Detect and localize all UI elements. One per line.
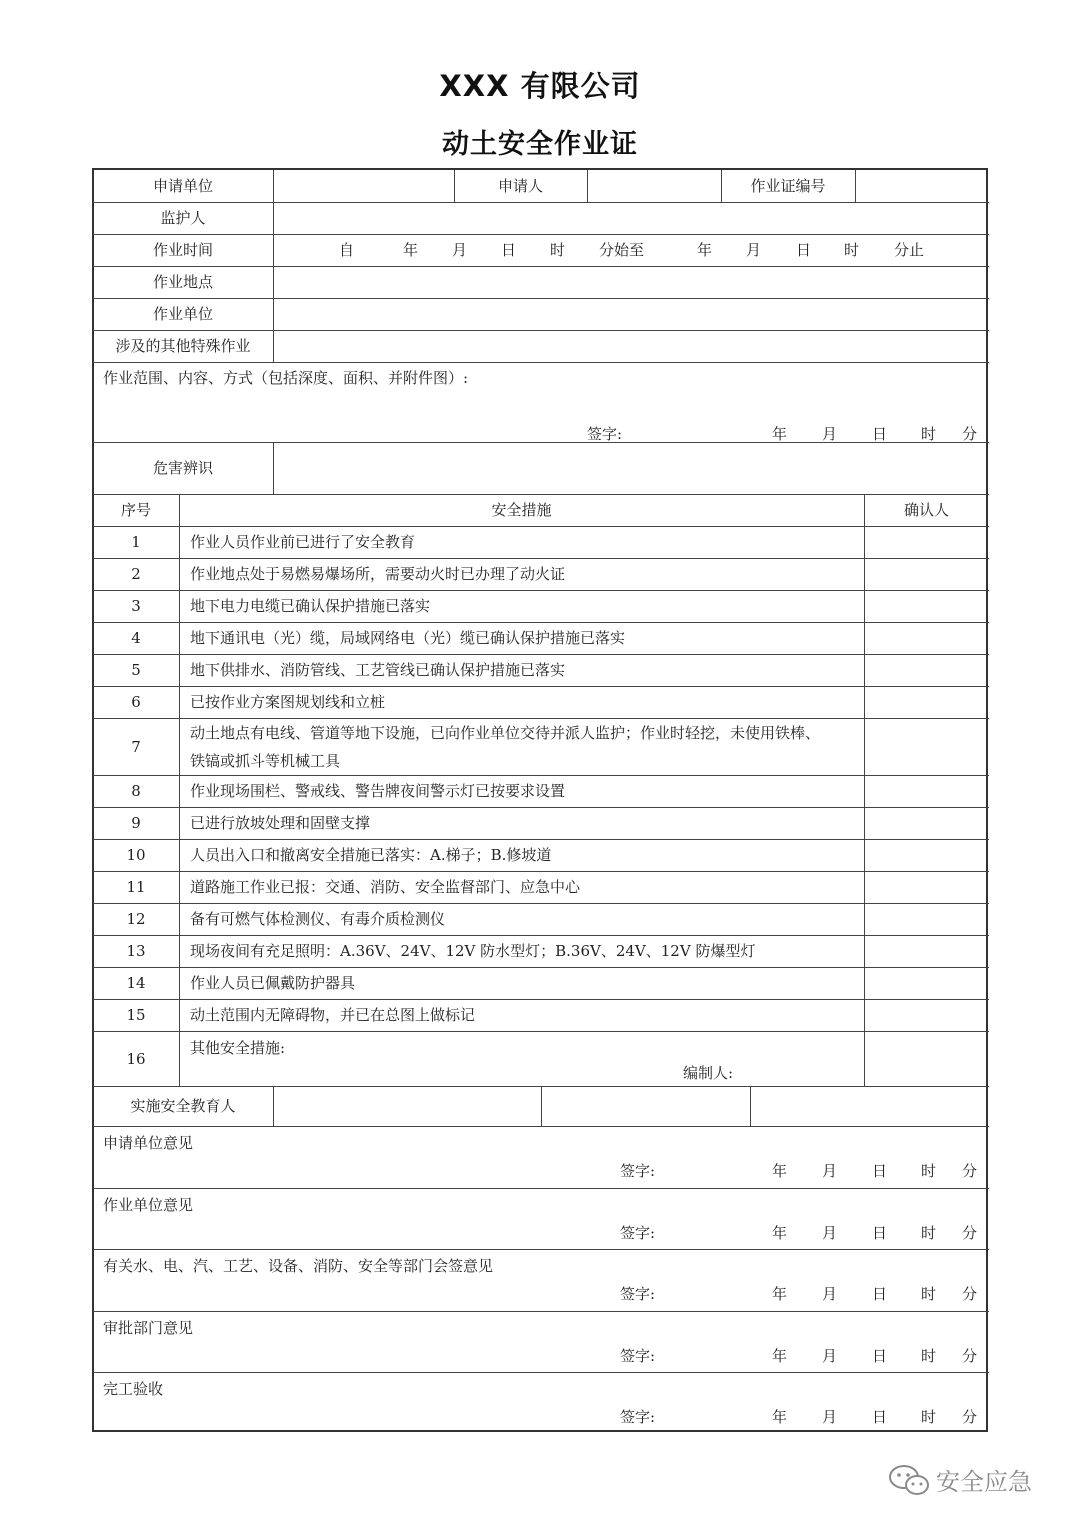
opinion-4-sign-label: 签字: bbox=[620, 1347, 656, 1365]
measure-row-text: 作业现场围栏、警戒线、警告牌夜间警示灯已按要求设置 bbox=[190, 782, 566, 800]
opinion-3-minute: 分 bbox=[962, 1285, 978, 1303]
label-scope: 作业范围、内容、方式（包括深度、面积、并附件图）: bbox=[103, 369, 469, 387]
watermark bbox=[888, 1462, 1058, 1496]
opinion-2-hour: 时 bbox=[921, 1224, 937, 1242]
work-time-part: 日 bbox=[501, 241, 517, 259]
opinion-1-hour: 时 bbox=[921, 1162, 937, 1180]
table-row-divider bbox=[93, 807, 989, 808]
measure-row-text: 地下通讯电（光）缆，局域网络电（光）缆已确认保护措施已落实 bbox=[190, 629, 626, 647]
measure-row-text: 道路施工作业已报：交通、消防、安全监督部门、应急中心 bbox=[190, 878, 581, 896]
opinion-5-day: 日 bbox=[872, 1408, 888, 1426]
opinion-3-sign-label: 签字: bbox=[620, 1285, 656, 1303]
opinion-3-hour: 时 bbox=[921, 1285, 937, 1303]
header-confirm: 确认人 bbox=[903, 501, 949, 519]
measure-row-text: 动土范围内无障碍物，并已在总图上做标记 bbox=[190, 1006, 476, 1024]
measure-row-text: 作业人员作业前已进行了安全教育 bbox=[190, 533, 416, 551]
measure-row-text: 作业人员已佩戴防护器具 bbox=[190, 974, 356, 992]
column-divider bbox=[587, 170, 588, 202]
measure-row-text: 备有可燃气体检测仪、有毒介质检测仪 bbox=[190, 910, 446, 928]
compiler-label: 编制人: bbox=[683, 1064, 734, 1082]
measure-row-no: 3 bbox=[131, 597, 141, 615]
table-row-divider bbox=[93, 999, 989, 1000]
table-row-divider bbox=[93, 558, 989, 559]
opinion-4-year: 年 bbox=[772, 1347, 788, 1365]
section-divider bbox=[93, 1311, 989, 1312]
opinion-3-year: 年 bbox=[772, 1285, 788, 1303]
opinion-2-day: 日 bbox=[872, 1224, 888, 1242]
opinion-label: 作业单位意见 bbox=[103, 1196, 194, 1214]
opinion-1-month: 月 bbox=[822, 1162, 838, 1180]
measure-row-no: 8 bbox=[131, 782, 141, 800]
section-divider bbox=[93, 1249, 989, 1250]
measure-row-no: 2 bbox=[131, 565, 141, 583]
opinion-label: 申请单位意见 bbox=[103, 1134, 194, 1152]
opinion-1-day: 日 bbox=[872, 1162, 888, 1180]
wechat-icon bbox=[888, 1464, 932, 1496]
row-divider bbox=[93, 362, 989, 363]
column-divider bbox=[855, 170, 856, 202]
measure-row-no: 16 bbox=[126, 1049, 146, 1068]
row-divider bbox=[93, 1126, 989, 1127]
scope-day: 日 bbox=[872, 425, 888, 443]
measure-row-text: 已进行放坡处理和固壁支撑 bbox=[190, 814, 371, 832]
opinion-4-day: 日 bbox=[872, 1347, 888, 1365]
table-row-divider bbox=[93, 839, 989, 840]
measure-row-text: 其他安全措施: bbox=[190, 1039, 286, 1057]
row-divider bbox=[93, 202, 989, 203]
measure-row-no: 10 bbox=[126, 846, 146, 864]
table-row-divider bbox=[93, 622, 989, 623]
measure-row-no: 9 bbox=[131, 814, 141, 832]
measure-row-no: 4 bbox=[131, 629, 141, 647]
scope-month: 月 bbox=[822, 425, 838, 443]
measure-row-no: 13 bbox=[126, 942, 146, 960]
opinion-label: 完工验收 bbox=[103, 1380, 164, 1398]
row-divider bbox=[93, 234, 989, 235]
opinion-5-hour: 时 bbox=[921, 1408, 937, 1426]
row-divider bbox=[93, 442, 989, 443]
work-time-part: 时 bbox=[844, 241, 860, 259]
measure-row-text: 现场夜间有充足照明：A.36V、24V、12V 防水型灯；B.36V、24V、12V 防爆型灯 bbox=[190, 942, 756, 960]
table-row-divider bbox=[93, 775, 989, 776]
scope-minute: 分 bbox=[962, 425, 978, 443]
work-time-part: 分止 bbox=[894, 241, 925, 259]
label-permit-no: 作业证编号 bbox=[750, 177, 826, 195]
work-time-part: 时 bbox=[550, 241, 566, 259]
section-divider bbox=[93, 1372, 989, 1373]
label-hazard: 危害辨识 bbox=[152, 459, 213, 477]
opinion-5-year: 年 bbox=[772, 1408, 788, 1426]
opinion-label: 有关水、电、汽、工艺、设备、消防、安全等部门会签意见 bbox=[103, 1257, 494, 1275]
opinion-3-month: 月 bbox=[822, 1285, 838, 1303]
scope-year: 年 bbox=[772, 425, 788, 443]
column-divider bbox=[273, 1086, 274, 1126]
measure-row-no: 5 bbox=[131, 661, 141, 679]
label-guardian: 监护人 bbox=[160, 209, 206, 227]
column-divider bbox=[750, 1086, 751, 1126]
work-time-part: 分始至 bbox=[599, 241, 645, 259]
work-time-part: 月 bbox=[746, 241, 762, 259]
company-name: XXX 有限公司 bbox=[439, 69, 641, 103]
label-applicant: 申请人 bbox=[497, 177, 543, 195]
label-work-time: 作业时间 bbox=[152, 241, 213, 259]
measure-row-no: 11 bbox=[126, 878, 146, 896]
measure-row-text: 作业地点处于易燃易爆场所，需要动火时已办理了动火证 bbox=[190, 565, 566, 583]
table-row-divider bbox=[93, 871, 989, 872]
no-column-divider bbox=[179, 494, 180, 1086]
label-column-divider bbox=[273, 442, 274, 494]
table-row-divider bbox=[93, 718, 989, 719]
opinion-5-minute: 分 bbox=[962, 1408, 978, 1426]
table-row-divider bbox=[93, 903, 989, 904]
scope-sign-label: 签字: bbox=[587, 425, 623, 443]
measure-row-no: 15 bbox=[126, 1006, 146, 1024]
row-divider bbox=[93, 298, 989, 299]
opinion-2-month: 月 bbox=[822, 1224, 838, 1242]
opinion-4-hour: 时 bbox=[921, 1347, 937, 1365]
opinion-1-minute: 分 bbox=[962, 1162, 978, 1180]
header-measure: 安全措施 bbox=[491, 501, 552, 519]
label-column-divider bbox=[273, 170, 274, 362]
column-divider bbox=[541, 1086, 542, 1126]
row-divider bbox=[93, 330, 989, 331]
measure-row-no: 7 bbox=[131, 737, 141, 756]
label-special-work: 涉及的其他特殊作业 bbox=[115, 337, 251, 355]
opinion-1-year: 年 bbox=[772, 1162, 788, 1180]
opinion-5-sign-label: 签字: bbox=[620, 1408, 656, 1426]
confirm-column-divider bbox=[864, 494, 865, 1086]
measure-row-text: 人员出入口和撤离安全措施已落实：A.梯子；B.修坡道 bbox=[190, 846, 552, 864]
opinion-2-minute: 分 bbox=[962, 1224, 978, 1242]
measure-row-text-continued: 铁镐或抓斗等机械工具 bbox=[190, 752, 341, 770]
opinion-4-month: 月 bbox=[822, 1347, 838, 1365]
work-time-part: 年 bbox=[403, 241, 419, 259]
label-apply-unit: 申请单位 bbox=[152, 177, 213, 195]
opinion-3-day: 日 bbox=[872, 1285, 888, 1303]
header-no: 序号 bbox=[120, 501, 151, 519]
table-row-divider bbox=[93, 654, 989, 655]
work-time-part: 自 bbox=[339, 241, 355, 259]
measure-row-no: 1 bbox=[131, 533, 141, 551]
opinion-4-minute: 分 bbox=[962, 1347, 978, 1365]
opinion-2-year: 年 bbox=[772, 1224, 788, 1242]
measure-row-text: 地下电力电缆已确认保护措施已落实 bbox=[190, 597, 431, 615]
measure-row-no: 6 bbox=[131, 693, 141, 711]
table-row-divider bbox=[93, 1031, 989, 1032]
measure-row-text: 已按作业方案图规划线和立桩 bbox=[190, 693, 386, 711]
measure-row-text: 动土地点有电线、管道等地下设施，已向作业单位交待并派人监护；作业时轻挖，未使用铁棒、 bbox=[190, 724, 821, 742]
measure-row-no: 14 bbox=[126, 974, 146, 992]
label-education: 实施安全教育人 bbox=[130, 1097, 236, 1115]
row-divider bbox=[93, 526, 989, 527]
row-divider bbox=[93, 494, 989, 495]
measure-row-no: 12 bbox=[126, 910, 146, 928]
work-time-part: 月 bbox=[452, 241, 468, 259]
watermark-text: 安全应急 bbox=[936, 1468, 1032, 1496]
opinion-5-month: 月 bbox=[822, 1408, 838, 1426]
label-work-place: 作业地点 bbox=[152, 273, 213, 291]
table-row-divider bbox=[93, 935, 989, 936]
table-row-divider bbox=[93, 967, 989, 968]
scope-hour: 时 bbox=[921, 425, 937, 443]
permit-form bbox=[92, 168, 988, 1432]
table-row-divider bbox=[93, 686, 989, 687]
table-row-divider bbox=[93, 590, 989, 591]
work-time-part: 日 bbox=[796, 241, 812, 259]
section-divider bbox=[93, 1188, 989, 1189]
measure-row-text: 地下供排水、消防管线、工艺管线已确认保护措施已落实 bbox=[190, 661, 566, 679]
work-time-part: 年 bbox=[697, 241, 713, 259]
opinion-1-sign-label: 签字: bbox=[620, 1162, 656, 1180]
opinion-label: 审批部门意见 bbox=[103, 1319, 194, 1337]
opinion-2-sign-label: 签字: bbox=[620, 1224, 656, 1242]
form-title: 动土安全作业证 bbox=[442, 129, 638, 160]
row-divider bbox=[93, 266, 989, 267]
label-work-unit: 作业单位 bbox=[152, 305, 213, 323]
